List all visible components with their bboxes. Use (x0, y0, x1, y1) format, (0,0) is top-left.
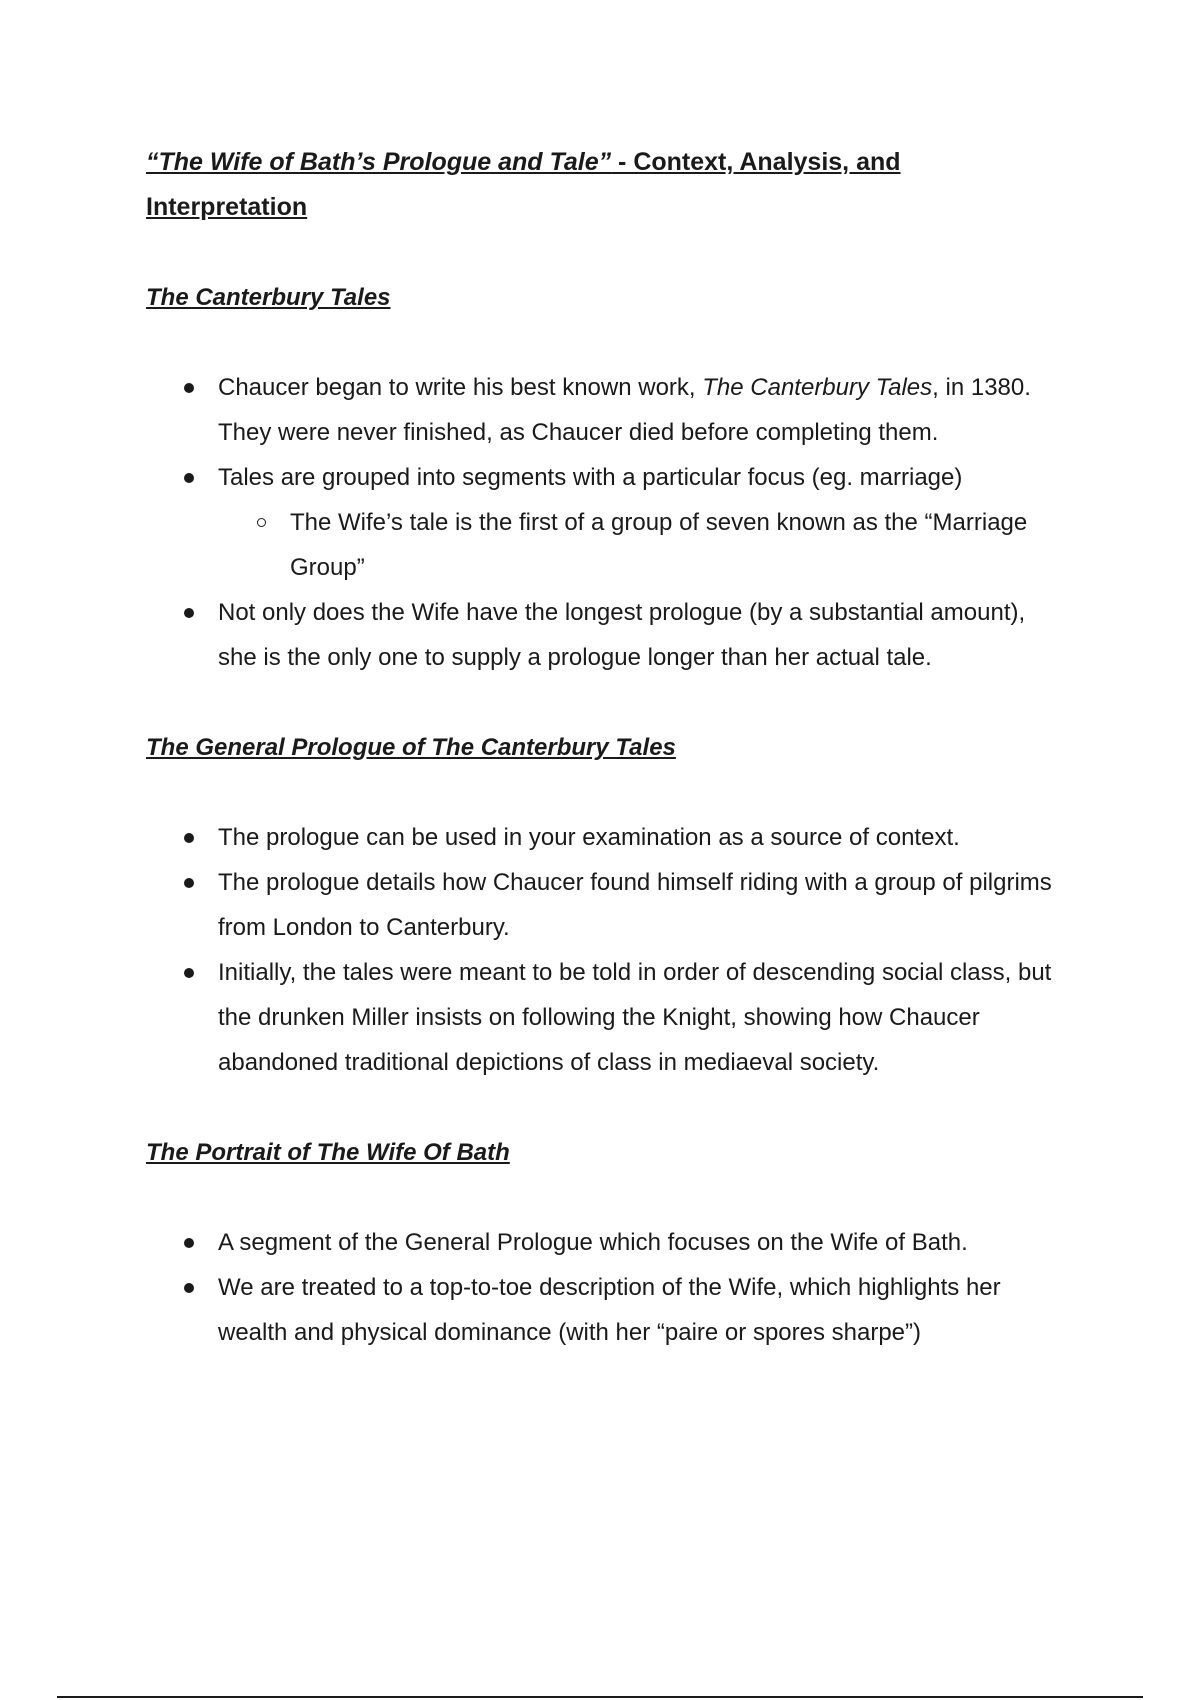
list-item-text: The prologue can be used in your examination as a source of context. (218, 824, 960, 851)
bullet-dot-icon (184, 968, 194, 978)
document-title (146, 140, 1066, 230)
sub-list-item (146, 500, 1066, 590)
bullet-dot-icon (184, 833, 194, 843)
sub-list-item-text: The Wife’s tale is the first of a group of seven known as the “Marriage Group” (290, 509, 1028, 581)
bullet-dot-icon (184, 1283, 194, 1293)
bullet-dot-icon (184, 1238, 194, 1248)
list-item-text: , in 1380. They were never finished, as Chaucer died before completing them. (218, 374, 1031, 446)
section-heading-canterbury-tales: The Canterbury Tales (146, 284, 391, 311)
list-item (146, 455, 1066, 590)
list-item-text: The prologue details how Chaucer found himself riding with a group of pilgrims from London to Canterbury. (218, 869, 1052, 941)
list-item (146, 1220, 1066, 1265)
bullet-dot-icon (184, 473, 194, 483)
bullet-dot-icon (184, 878, 194, 888)
sub-bullet-list (146, 500, 1066, 590)
bullet-circle-icon (257, 518, 266, 527)
document-page (146, 140, 1066, 1355)
list-item-text: A segment of the General Prologue which focuses on the Wife of Bath. (218, 1229, 968, 1256)
list-item-text: Chaucer began to write his best known work, (218, 374, 703, 401)
bullet-dot-icon (184, 383, 194, 393)
bullet-list-portrait (146, 1220, 1066, 1355)
list-item (146, 365, 1066, 455)
document-title-rest: - Context, Analysis, and Interpretation (146, 148, 901, 221)
list-item (146, 815, 1066, 860)
list-item (146, 950, 1066, 1085)
bullet-list-canterbury-tales (146, 365, 1066, 680)
footer-divider (57, 1696, 1143, 1698)
bullet-list-general-prologue (146, 815, 1066, 1085)
list-item (146, 1265, 1066, 1355)
list-item-emphasis: The Canterbury Tales (702, 374, 933, 401)
section-heading-general-prologue: The General Prologue of The Canterbury Tales (146, 734, 676, 761)
list-item (146, 590, 1066, 680)
list-item-text: Initially, the tales were meant to be told in order of descending social class, but the drunken Miller insists on following the Knight, showing how Chaucer abandoned traditional depictions of class in mediaeval society. (218, 959, 1052, 1076)
list-item-text: Tales are grouped into segments with a particular focus (eg. marriage) (218, 464, 963, 491)
list-item-text: Not only does the Wife have the longest prologue (by a substantial amount), she is the only one to supply a prologue longer than her actual tale. (218, 599, 1026, 671)
bullet-dot-icon (184, 608, 194, 618)
section-heading-portrait-wife-of-bath: The Portrait of The Wife Of Bath (146, 1139, 510, 1166)
list-item (146, 860, 1066, 950)
list-item-text: We are treated to a top-to-toe description of the Wife, which highlights her wealth and physical dominance (with her “paire or spores sharpe”) (218, 1274, 1001, 1346)
document-title-italic: “The Wife of Bath’s Prologue and Tale” (146, 148, 612, 176)
